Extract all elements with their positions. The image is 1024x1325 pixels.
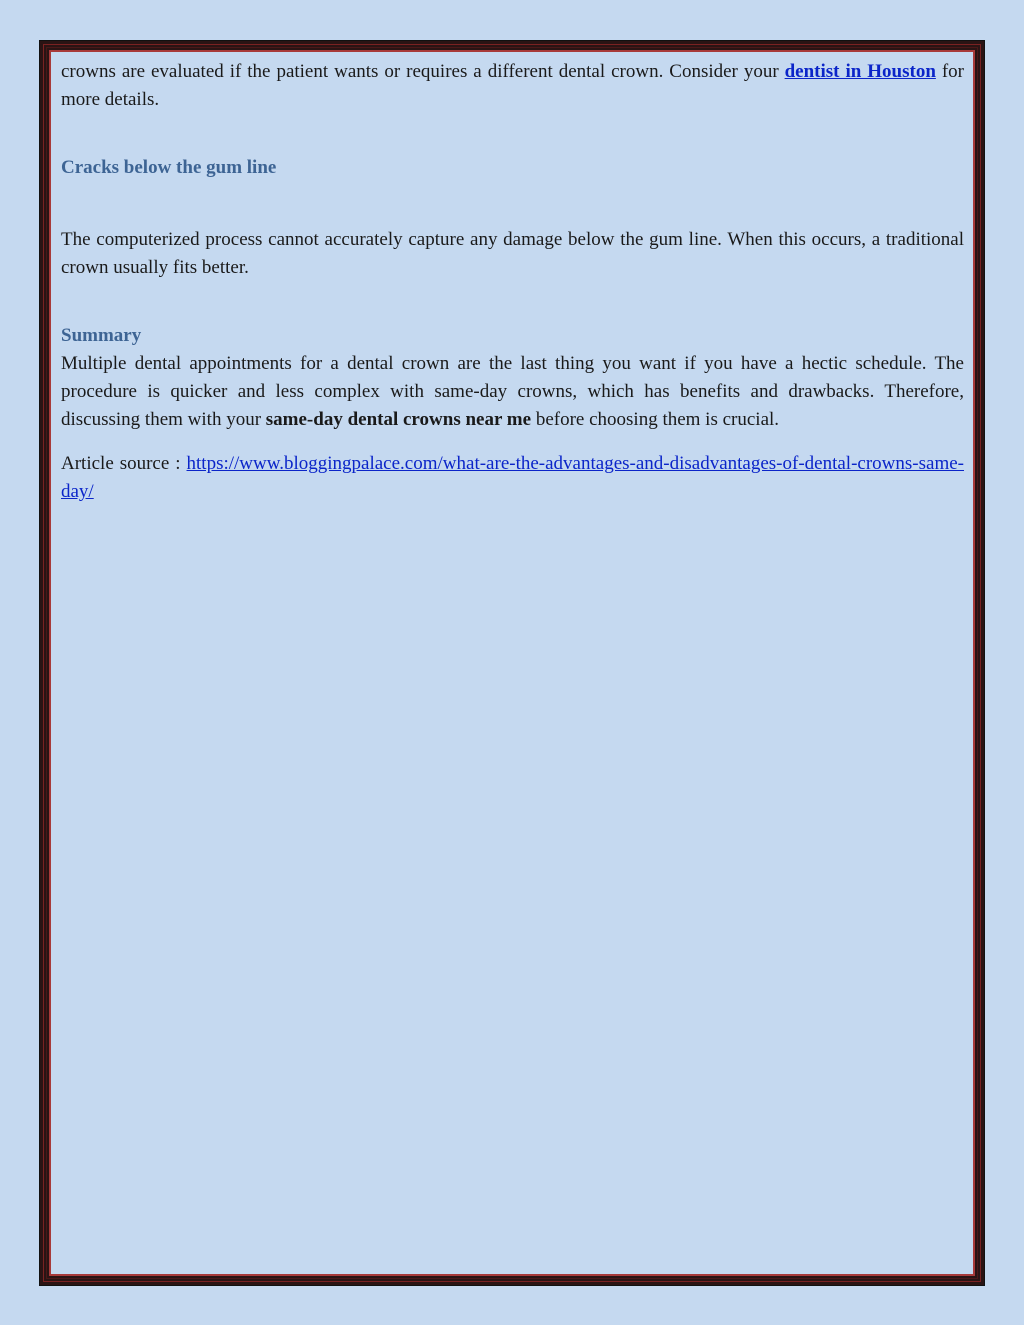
summary-heading: Summary (61, 325, 142, 346)
document-body (61, 58, 964, 506)
summary-text-end: before choosing them is crucial. (531, 409, 780, 430)
cracks-paragraph: The computerized process cannot accurately capture any damage below the gum line. When this occurs, a traditional crown usually fits better. (61, 229, 964, 278)
article-source-label: Article source : (61, 453, 187, 474)
intro-text: crowns are evaluated if the patient wants or requires a different dental crown. Consider your (61, 61, 785, 82)
dentist-in-houston-link[interactable]: dentist in Houston (784, 61, 936, 82)
article-source-link[interactable]: https://www.bloggingpalace.com/what-are-the-advantages-and-disadvantages-of-dental-crowns-same-day/ (61, 453, 964, 502)
summary-text: Multiple dental appointments for a dental crown are the last thing you want if you have a hectic schedule. The procedure is quicker and less complex with same-day crowns, which has benefits and drawbacks. Therefore, discussing them with your (61, 353, 964, 430)
intro-paragraph (61, 58, 964, 114)
article-source-paragraph (61, 450, 964, 506)
cracks-heading: Cracks below the gum line (61, 157, 277, 178)
same-day-crowns-text: same-day dental crowns near me (265, 409, 532, 430)
intro-text-end: for more details. (61, 61, 964, 110)
summary-paragraph (61, 350, 964, 434)
